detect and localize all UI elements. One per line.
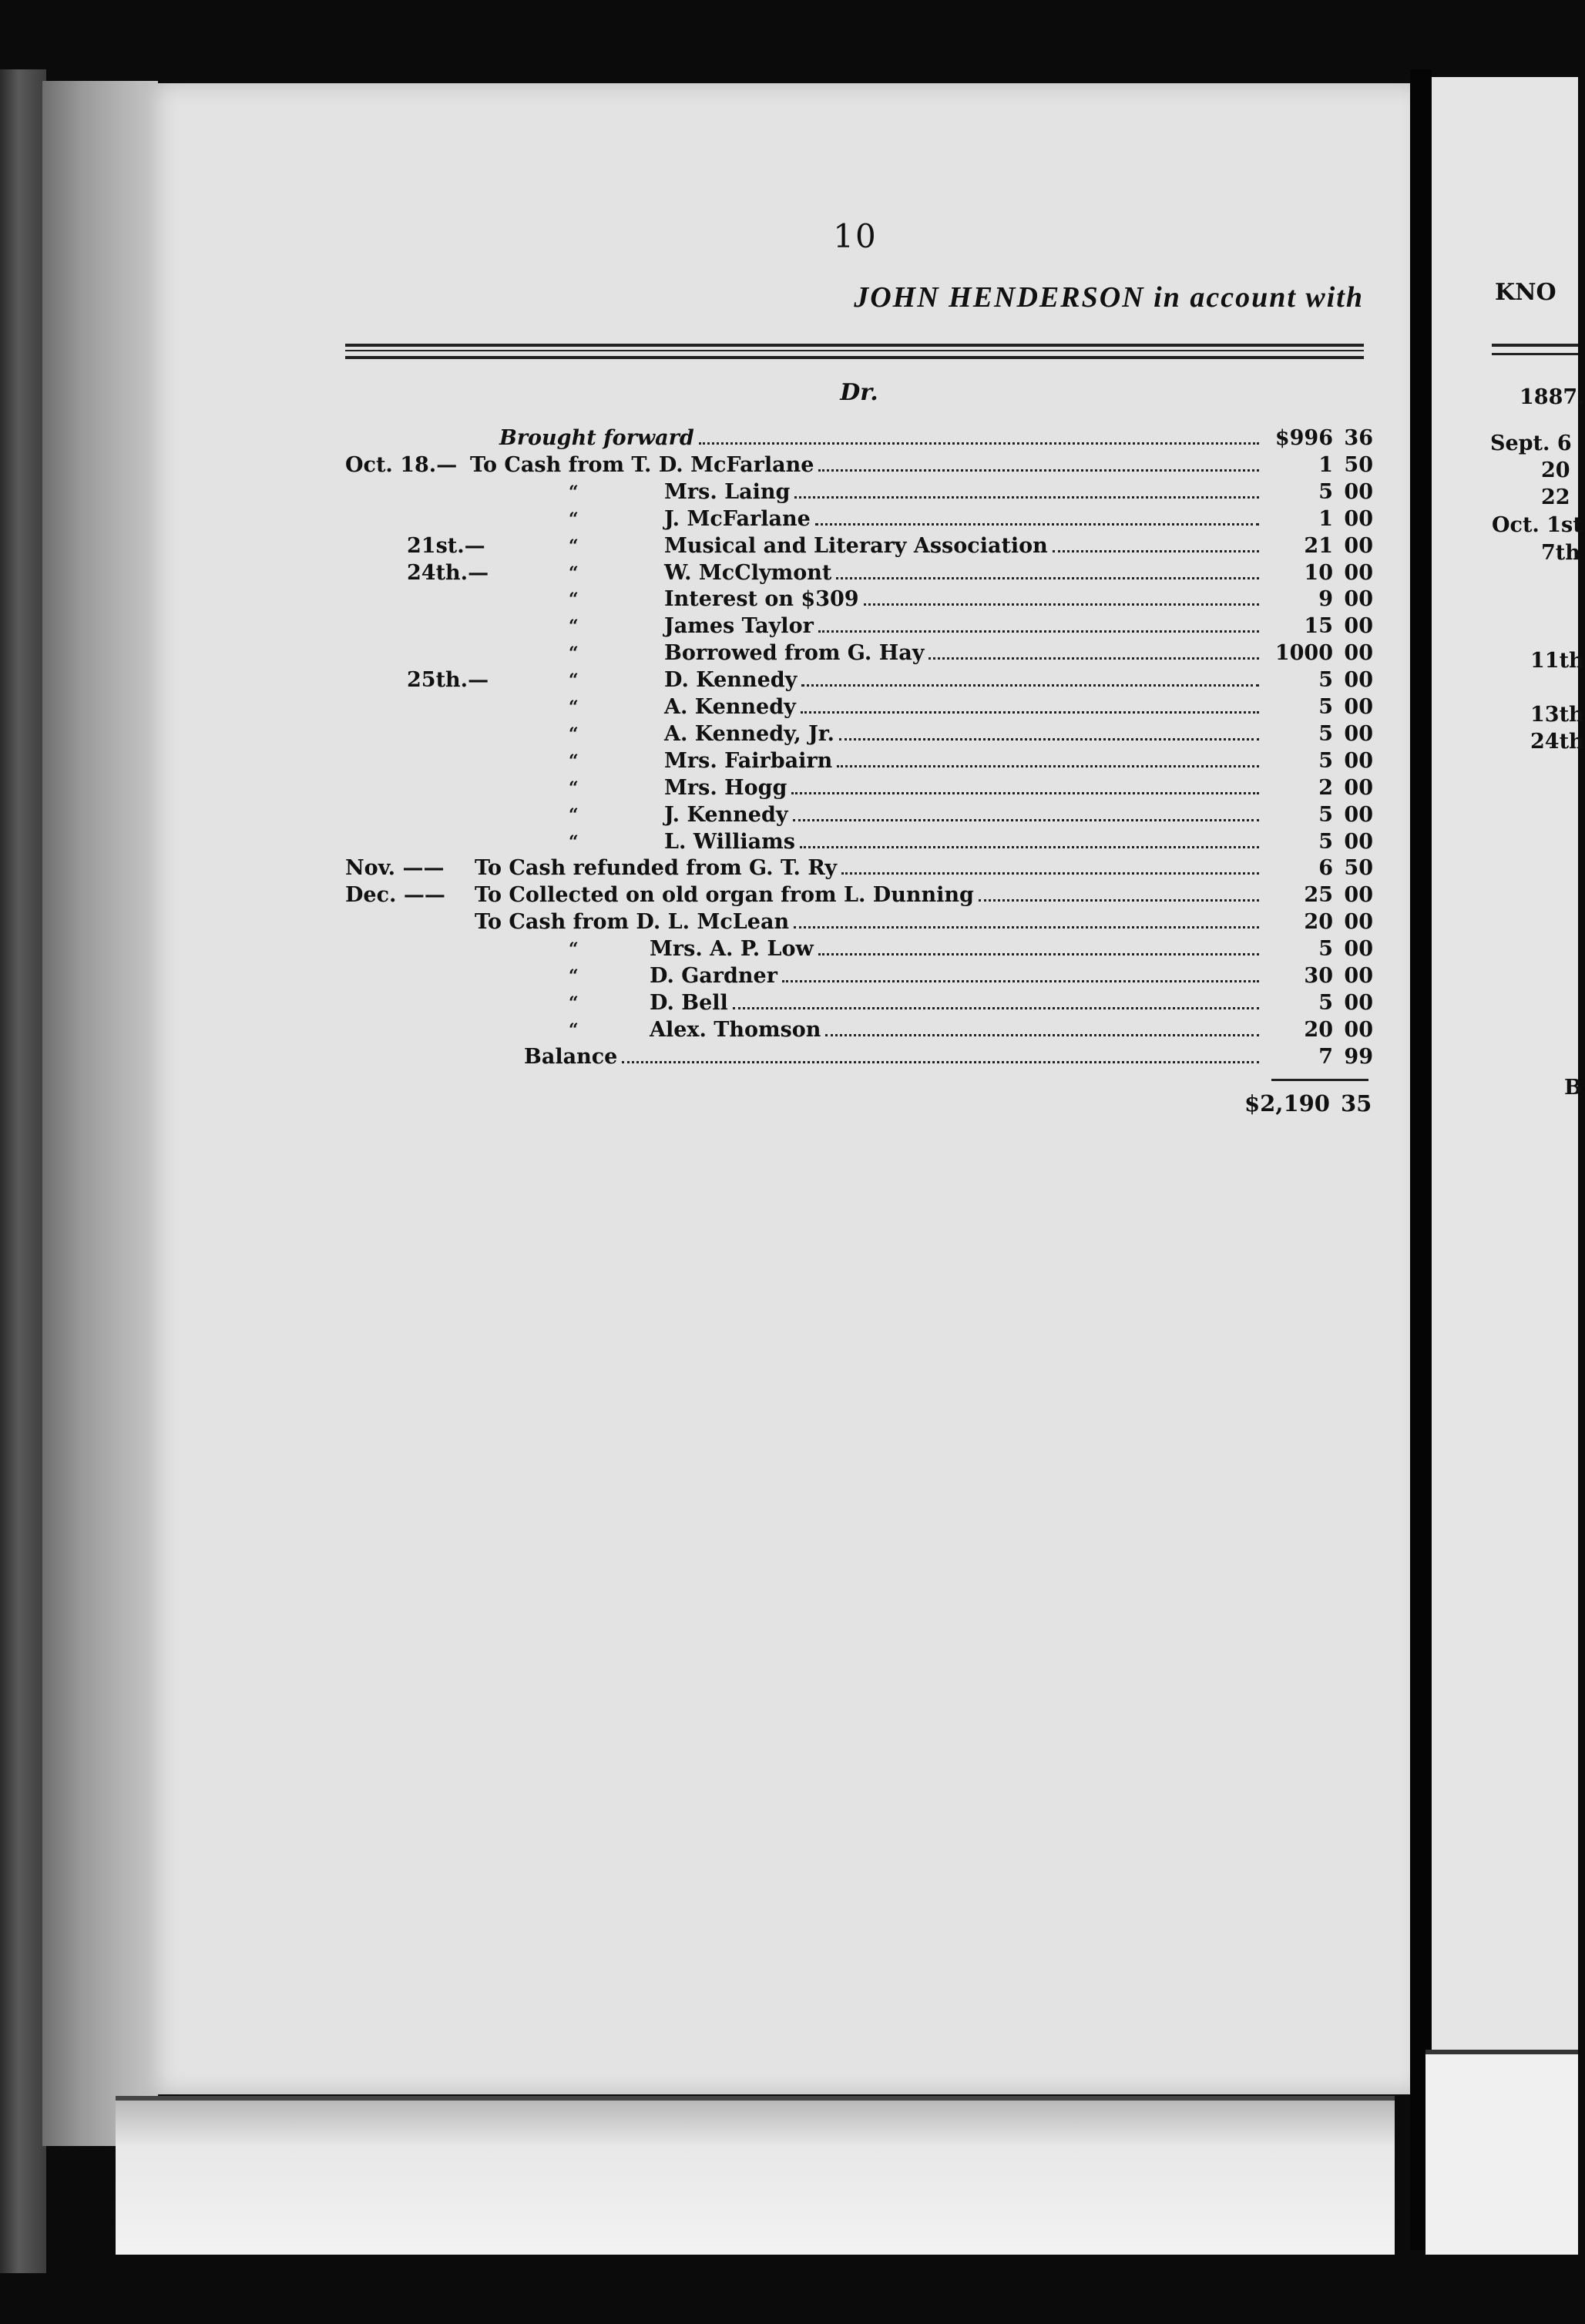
ledger-row [345,479,1373,505]
ledger-item-text: W. McClymont [664,560,832,585]
right-page-date: 22 [1541,485,1570,509]
ledger-description [664,506,1264,532]
ledger-amount-dollars: 1 [1318,452,1333,477]
ditto-mark: “ [569,589,579,610]
ledger-amount-cents: 00 [1344,910,1373,935]
ledger-amount-dollars: 7 [1318,1044,1333,1069]
ledger-amount-cents: 00 [1344,587,1373,612]
ledger-item-text: D. Kennedy [664,668,798,693]
right-page-date: 11th [1530,649,1584,673]
ditto-mark: “ [569,697,579,717]
ledger-row [345,990,1373,1016]
leader-dots [791,792,1259,794]
ledger-item-text: Mrs. Hogg [664,775,787,800]
leader-dots [837,765,1259,767]
leader-dots [622,1061,1259,1063]
right-page-date: 7th [1541,541,1580,565]
ledger-description [470,452,1264,479]
leader-dots [801,711,1259,714]
right-page-title: KNO [1495,279,1556,306]
ledger-amount-dollars: 6 [1318,856,1333,881]
ledger-description [664,640,1264,667]
ditto-mark: “ [569,509,579,529]
ledger-amount-dollars: 9 [1318,587,1333,612]
ledger-description [650,990,1264,1016]
ledger-description [664,748,1264,774]
ledger-amount-cents: 00 [1344,775,1373,800]
leader-dots [793,819,1259,821]
ledger-description [664,694,1264,720]
leader-dots [818,469,1259,472]
ditto-mark: “ [569,563,579,583]
ledger-row [345,829,1373,855]
ledger-row [345,694,1373,720]
ledger-amount-cents: 00 [1344,533,1373,558]
ledger-row [345,748,1373,774]
ledger-date: Oct. 18.— [345,452,458,477]
leader-dots [979,899,1259,902]
ledger-total [1244,1090,1372,1117]
ledger-amount-dollars: $996 [1274,426,1333,450]
ledger-row [345,560,1373,586]
ledger-amount-dollars: 20 [1304,1017,1333,1042]
leader-dots [800,846,1259,848]
leader-dots [825,1034,1259,1036]
ledger-amount-cents: 36 [1344,426,1373,450]
ditto-mark: “ [569,992,579,1013]
ledger-description [650,936,1264,962]
leader-dots [699,442,1259,445]
ledger-amount-dollars: 5 [1318,829,1333,854]
page-stack-edge [42,81,158,2146]
ledger-amount-cents: 00 [1344,721,1373,746]
ditto-mark: “ [569,966,579,986]
ledger-description [664,802,1264,828]
ledger-description [664,667,1264,694]
ledger-amount-cents: 50 [1344,452,1373,477]
ledger-amount-dollars: 5 [1318,937,1333,962]
ledger-date: 25th.— [407,668,489,693]
ledger-description [664,533,1264,559]
ledger-amount-cents: 00 [1344,506,1373,531]
ledger-row [345,936,1373,962]
ledger-date: Nov. —— [345,856,445,881]
ledger-amount-dollars: 5 [1318,668,1333,693]
ledger-amount-cents: 99 [1344,1044,1373,1069]
leader-dots [818,953,1259,955]
ledger-amount-dollars: 5 [1318,990,1333,1015]
ledger-description [664,586,1264,613]
debit-heading: Dr. [840,379,878,406]
ledger-item-text: L. Williams [664,829,795,854]
ledger-item-text: Mrs. Fairbairn [664,748,833,773]
leader-dots [841,872,1259,875]
ledger-amount-cents: 00 [1344,802,1373,827]
ledger-amount-dollars: 5 [1318,721,1333,746]
ledger-amount-cents: 00 [1344,560,1373,585]
total-cents: 35 [1341,1090,1372,1117]
ditto-mark: “ [569,751,579,771]
ledger-amount-dollars: 5 [1318,695,1333,719]
ledger-item-text: To Cash from T. D. McFarlane [470,452,814,477]
ledger-description [499,425,1264,452]
ditto-mark: “ [569,724,579,744]
ledger-row [345,775,1373,801]
ledger-description [524,1044,1264,1070]
ledger-item-text: Musical and Literary Association [664,533,1048,558]
ledger-amount-cents: 00 [1344,614,1373,639]
ledger-row [345,882,1373,908]
ledger-item-text: James Taylor [664,614,814,639]
ledger-item-text: J. McFarlane [664,506,811,531]
ledger-amount-dollars: 5 [1318,479,1333,504]
right-page-date: Sept. 6 [1490,432,1572,455]
leader-dots [929,657,1259,660]
ledger-row [345,452,1373,479]
ledger-item-text: To Collected on old organ from L. Dunning [475,883,974,908]
ledger-amount-dollars: 25 [1304,883,1333,908]
ledger-row [345,721,1373,747]
ledger-description [650,963,1264,989]
ledger-amount-dollars: 20 [1304,910,1333,935]
ledger-item-text: To Cash refunded from G. T. Ry [475,856,838,881]
ditto-mark: “ [569,536,579,556]
bottom-page-edge [116,2096,1395,2255]
ledger-row [345,640,1373,667]
ledger-row [345,506,1373,532]
leader-dots [801,684,1259,687]
ledger-description [664,829,1264,855]
ledger-description [664,560,1264,586]
ledger-amount-dollars: 21 [1304,533,1333,558]
ditto-mark: “ [569,1019,579,1040]
ledger-amount-dollars: 5 [1318,802,1333,827]
ledger-item-text: A. Kennedy [664,695,796,719]
ledger-amount-cents: 00 [1344,695,1373,719]
leader-dots [1053,550,1259,552]
ditto-mark: “ [569,804,579,825]
ledger-row [345,1044,1373,1070]
right-page-year: 1887. [1520,385,1585,409]
ledger-amount-cents: 00 [1344,479,1373,504]
ledger-item-text: D. Gardner [650,964,777,988]
ledger-description [664,721,1264,747]
ledger-item-text: Brought forward [499,426,694,450]
ditto-mark: “ [569,831,579,852]
right-page-date: 24th [1530,730,1584,754]
ledger-row [345,1017,1373,1043]
book-gutter [1410,69,1432,2250]
ledger-amount-dollars: 1 [1318,506,1333,531]
ledger-amount-cents: 00 [1344,668,1373,693]
ledger-amount-dollars: 2 [1318,775,1333,800]
leader-dots [864,603,1259,606]
ledger-row [345,425,1373,452]
ledger-description [475,882,1264,908]
ledger-description [475,909,1264,935]
ledger-amount-cents: 00 [1344,748,1373,773]
ledger-row [345,533,1373,559]
leader-dots [733,1007,1259,1009]
ledger-amount-dollars: 10 [1304,560,1333,585]
ditto-mark: “ [569,643,579,664]
leader-dots [794,926,1259,929]
title-rule [345,356,1364,359]
leader-dots [839,738,1259,741]
ledger-item-text: Mrs. A. P. Low [650,937,814,962]
ledger-amount-cents: 00 [1344,990,1373,1015]
bottom-page-edge-right [1425,2050,1578,2255]
ditto-mark: “ [569,482,579,502]
right-title-rule [1492,344,1578,347]
ledger-item-text: A. Kennedy, Jr. [664,721,834,746]
ledger-row [345,909,1373,935]
ledger-amount-dollars: 1000 [1274,641,1333,666]
ledger-item-text: To Cash from D. L. McLean [475,910,790,935]
title-rule [345,350,1364,351]
leader-dots [836,577,1259,579]
ledger-item-text: J. Kennedy [664,802,788,827]
ledger-description [664,775,1264,801]
ditto-mark: “ [569,939,579,960]
book-edge [0,69,46,2273]
ledger-description [650,1017,1264,1043]
right-page-balance: B [1564,1076,1582,1100]
right-title-rule [1492,353,1578,355]
ledger-row [345,667,1373,694]
ledger-item-text: Alex. Thomson [650,1017,821,1042]
ditto-mark: “ [569,670,579,691]
ledger-date: 21st.— [407,533,485,558]
page-title: JOHN HENDERSON in account with [854,281,1364,314]
right-page-date: Oct. 1st [1492,513,1583,537]
ledger-row [345,586,1373,613]
left-page [143,83,1410,2094]
ledger-description [475,855,1264,882]
ledger-row [345,802,1373,828]
leader-dots [815,523,1259,526]
ledger-row [345,613,1373,640]
ledger-amount-dollars: 5 [1318,748,1333,773]
ledger-amount-cents: 00 [1344,964,1373,988]
ledger-amount-cents: 00 [1344,641,1373,666]
ledger-description [664,479,1264,505]
ledger-date: Dec. —— [345,883,445,908]
total-dollars: $2,190 [1244,1090,1330,1117]
ledger-amount-cents: 00 [1344,1017,1373,1042]
right-page-date: 20 [1541,458,1570,482]
leader-dots [818,630,1259,633]
ledger-item-text: D. Bell [650,990,728,1015]
ledger-date: 24th.— [407,560,489,585]
ledger-amount-cents: 00 [1344,829,1373,854]
ledger-amount-dollars: 30 [1304,964,1333,988]
ledger-item-text: Borrowed from G. Hay [664,641,925,666]
ledger-amount-cents: 50 [1344,856,1373,881]
right-page-date: 13th [1530,703,1584,727]
ledger-item-text: Mrs. Laing [664,479,791,504]
leader-dots [794,496,1259,499]
leader-dots [782,980,1259,982]
ditto-mark: “ [569,777,579,798]
ledger-amount-cents: 00 [1344,883,1373,908]
total-rule [1271,1079,1368,1081]
ledger-row [345,855,1373,882]
ditto-mark: “ [569,616,579,637]
ledger-amount-dollars: 15 [1304,614,1333,639]
title-rule [345,344,1364,347]
ledger-row [345,963,1373,989]
page-number: 10 [833,217,878,255]
ledger-item-text: Interest on $309 [664,587,859,612]
ledger-description [664,613,1264,640]
ledger-amount-cents: 00 [1344,937,1373,962]
ledger-item-text: Balance [524,1044,618,1069]
